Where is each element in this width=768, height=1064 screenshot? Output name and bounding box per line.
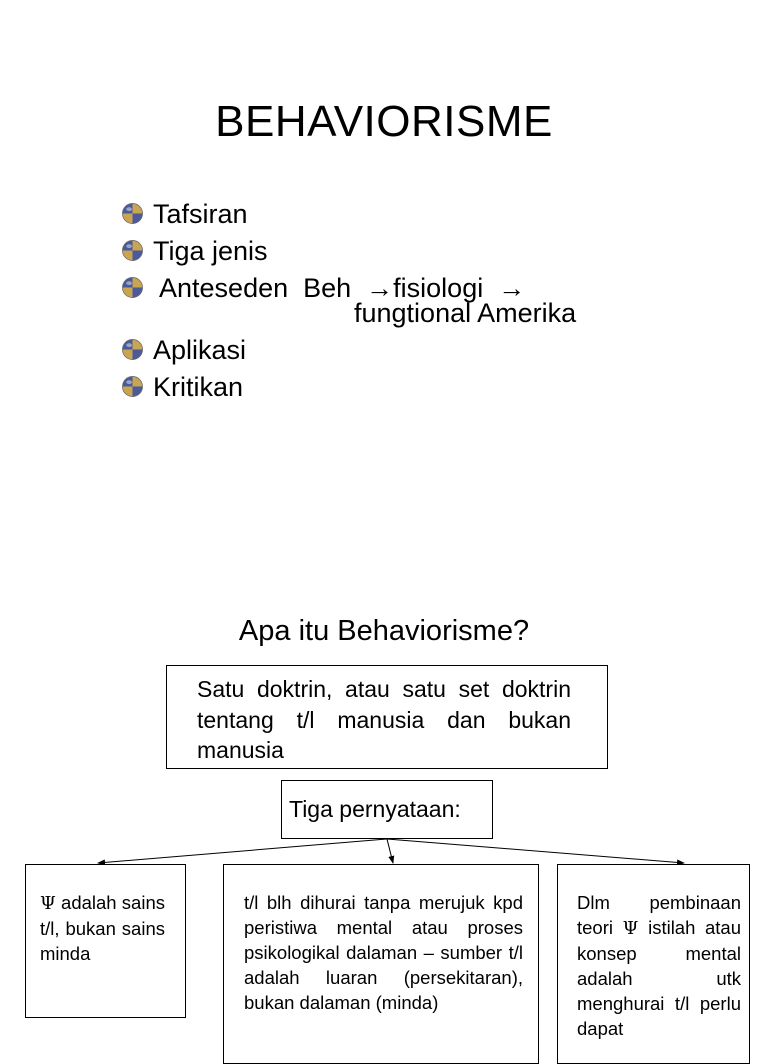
arrow-to-right-box [387,839,684,863]
checkered-ball-icon [121,239,144,262]
checkered-ball-icon [121,202,144,225]
bullet-text: Tiga jenis [153,236,268,266]
definition-box [166,665,608,769]
section-heading: Apa itu Behaviorisme? [238,615,530,647]
statement-text: t/l blh dihurai tanpa merujuk kpd peristiwa mental atau proses psikologikal dalaman – sumber t/l adalah luaran (persekitaran), bukan dalaman (minda) [244,892,523,1013]
psi-symbol: Ψ [622,918,639,939]
tiga-pernyataan-box [281,780,493,839]
bullet-item-anteseden [121,271,641,333]
checkered-ball-icon [121,338,144,361]
definition-text: Satu doktrin, atau satu set doktrin tentang t/l manusia dan bukan manusia [197,676,571,763]
bullet-text: Tafsiran [153,199,248,229]
bullet-list [121,197,641,407]
bullet-item-tiga-jenis [121,234,641,271]
bullet-text: Aplikasi [153,335,247,365]
checkered-ball-icon [121,276,144,299]
bullet-text-continuation: fungtional Amerika [354,298,577,328]
arrow-to-left-box [98,839,387,863]
statement-box-3 [557,864,750,1064]
statement-box-1 [25,864,186,1018]
slide-title: BEHAVIORISME [215,97,553,146]
statement-prefix: Dlm pembinaan teori [577,892,741,938]
statement-text: adalah sains t/l, bukan sains minda [40,892,165,964]
bullet-item-kritikan [121,370,641,407]
psi-symbol: Ψ [40,893,56,914]
bullet-item-tafsiran [121,197,641,234]
bullet-item-aplikasi [121,333,641,370]
bullet-text: Kritikan [153,372,244,402]
tiga-pernyataan-label: Tiga pernyataan: [289,796,461,822]
statement-box-2 [223,864,539,1064]
arrow-to-middle-box [387,839,393,863]
bullet-text: Anteseden Beh →fisiologi → [153,273,526,303]
statement-text: istilah atau konsep mental adalah utk menghurai t/l perlu dapat [577,917,742,1039]
checkered-ball-icon [121,375,144,398]
